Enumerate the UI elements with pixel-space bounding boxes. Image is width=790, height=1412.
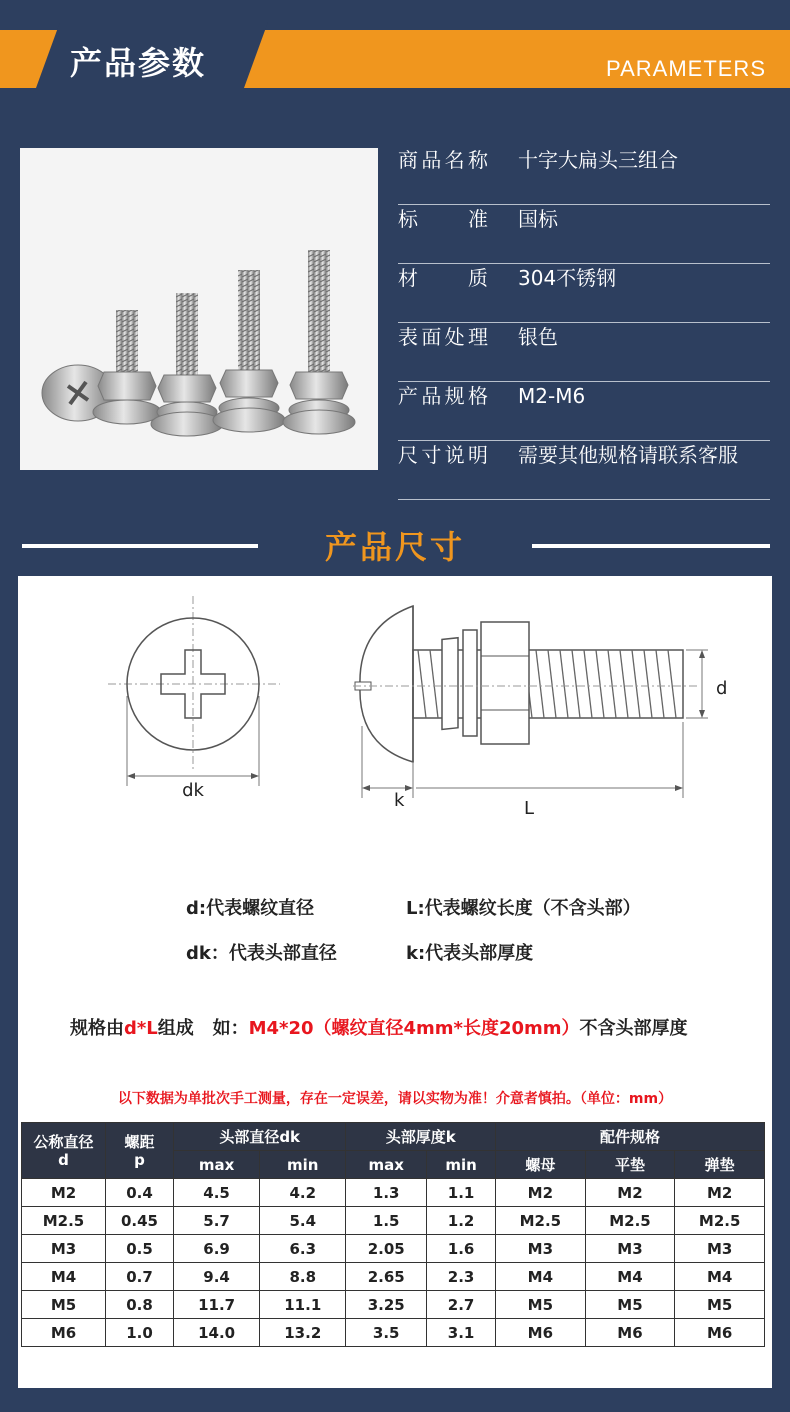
spec-note bbox=[70, 1014, 688, 1040]
table-cell: 3.1 bbox=[427, 1319, 496, 1347]
table-cell: M2 bbox=[675, 1179, 765, 1207]
legend-d: d:代表螺纹直径 bbox=[186, 898, 315, 919]
head-top-view bbox=[108, 596, 280, 786]
table-cell: 5.7 bbox=[174, 1207, 260, 1235]
table-cell: 1.2 bbox=[427, 1207, 496, 1235]
spec-prefix: 规格由 bbox=[70, 1018, 124, 1039]
table-row bbox=[22, 1291, 765, 1319]
size-table-body bbox=[22, 1179, 765, 1347]
size-table bbox=[21, 1122, 765, 1347]
col-k-min: min bbox=[427, 1151, 496, 1179]
parameter-list bbox=[398, 146, 770, 500]
dimension-diagram bbox=[18, 576, 772, 836]
col-nominal-sub: d bbox=[58, 1150, 69, 1169]
table-cell: 2.7 bbox=[427, 1291, 496, 1319]
table-cell: 13.2 bbox=[260, 1319, 346, 1347]
screw-set-illustration bbox=[20, 148, 378, 470]
param-row bbox=[398, 264, 770, 323]
dk-label: dk bbox=[182, 780, 204, 801]
legend-k: k:代表头部厚度 bbox=[406, 943, 534, 964]
col-nominal-label: 公称直径 bbox=[33, 1132, 94, 1151]
table-cell: M5 bbox=[22, 1291, 106, 1319]
l-label: L bbox=[524, 798, 535, 819]
table-cell: M4 bbox=[22, 1263, 106, 1291]
table-cell: M6 bbox=[675, 1319, 765, 1347]
table-cell: M5 bbox=[585, 1291, 675, 1319]
table-row bbox=[22, 1207, 765, 1235]
param-label: 尺寸说明 bbox=[398, 443, 488, 467]
param-value: 十字大扁头三组合 bbox=[518, 148, 678, 172]
table-cell: M2 bbox=[496, 1179, 586, 1207]
header-subtitle: PARAMETERS bbox=[606, 56, 766, 81]
table-cell: M3 bbox=[675, 1235, 765, 1263]
table-cell: 3.5 bbox=[346, 1319, 427, 1347]
table-cell: M4 bbox=[496, 1263, 586, 1291]
table-cell: 14.0 bbox=[174, 1319, 260, 1347]
col-dk-min: min bbox=[260, 1151, 346, 1179]
spec-example: M4*20（螺纹直径4mm*长度20mm） bbox=[248, 1018, 580, 1039]
param-row bbox=[398, 146, 770, 205]
table-cell: M4 bbox=[675, 1263, 765, 1291]
table-cell: M4 bbox=[585, 1263, 675, 1291]
assembly-side-view bbox=[353, 606, 708, 798]
table-cell: M6 bbox=[496, 1319, 586, 1347]
col-pitch-sub: p bbox=[134, 1150, 145, 1169]
table-cell: 1.6 bbox=[427, 1235, 496, 1263]
param-value: 银色 bbox=[518, 325, 558, 349]
dimension-panel bbox=[18, 576, 772, 1388]
table-cell: M5 bbox=[496, 1291, 586, 1319]
table-cell: 8.8 bbox=[260, 1263, 346, 1291]
table-cell: 2.05 bbox=[346, 1235, 427, 1263]
param-value: 304不锈钢 bbox=[518, 266, 617, 290]
legend-l: L:代表螺纹长度（不含头部） bbox=[406, 898, 641, 919]
table-cell: 3.25 bbox=[346, 1291, 427, 1319]
param-label: 商品名称 bbox=[398, 148, 488, 172]
col-parts: 配件规格 bbox=[496, 1123, 765, 1151]
spec-mid: 组成 如： bbox=[157, 1018, 249, 1039]
spec-formula: d*L bbox=[124, 1018, 158, 1039]
col-head-thickness: 头部厚度k bbox=[346, 1123, 496, 1151]
col-dk-max: max bbox=[174, 1151, 260, 1179]
table-cell: M2.5 bbox=[496, 1207, 586, 1235]
table-cell: M2.5 bbox=[22, 1207, 106, 1235]
col-head-diameter: 头部直径dk bbox=[174, 1123, 346, 1151]
table-cell: 4.2 bbox=[260, 1179, 346, 1207]
header-title: 产品参数 bbox=[70, 44, 207, 82]
table-cell: 2.65 bbox=[346, 1263, 427, 1291]
table-cell: M2 bbox=[22, 1179, 106, 1207]
header-banner bbox=[0, 0, 790, 100]
param-value: M2-M6 bbox=[518, 384, 586, 408]
table-cell: 1.5 bbox=[346, 1207, 427, 1235]
table-cell: 11.7 bbox=[174, 1291, 260, 1319]
table-cell: M2.5 bbox=[675, 1207, 765, 1235]
col-k-max: max bbox=[346, 1151, 427, 1179]
table-row bbox=[22, 1235, 765, 1263]
param-label: 材质 bbox=[398, 266, 488, 290]
d-label: d bbox=[716, 678, 728, 699]
param-value: 国标 bbox=[518, 207, 558, 231]
measurement-disclaimer: 以下数据为单批次手工测量，存在一定误差，请以实物为准！介意者慎拍。（单位：mm） bbox=[117, 1091, 673, 1107]
table-cell: 6.3 bbox=[260, 1235, 346, 1263]
table-cell: M6 bbox=[22, 1319, 106, 1347]
param-row bbox=[398, 323, 770, 382]
table-cell: 6.9 bbox=[174, 1235, 260, 1263]
param-row bbox=[398, 205, 770, 264]
col-flat-washer: 平垫 bbox=[585, 1151, 675, 1179]
table-cell: 1.0 bbox=[106, 1319, 174, 1347]
table-cell: M3 bbox=[496, 1235, 586, 1263]
table-cell: M5 bbox=[675, 1291, 765, 1319]
product-photo bbox=[20, 148, 378, 470]
param-row bbox=[398, 382, 770, 441]
table-cell: 0.7 bbox=[106, 1263, 174, 1291]
col-spring-washer: 弹垫 bbox=[675, 1151, 765, 1179]
col-pitch bbox=[106, 1123, 174, 1179]
k-label: k bbox=[394, 790, 405, 811]
param-label: 表面处理 bbox=[398, 325, 488, 349]
table-cell: M2.5 bbox=[585, 1207, 675, 1235]
table-cell: 9.4 bbox=[174, 1263, 260, 1291]
table-cell: 4.5 bbox=[174, 1179, 260, 1207]
table-cell: M2 bbox=[585, 1179, 675, 1207]
param-label: 标准 bbox=[398, 207, 488, 231]
table-cell: 1.1 bbox=[427, 1179, 496, 1207]
table-cell: 2.3 bbox=[427, 1263, 496, 1291]
table-cell: 0.4 bbox=[106, 1179, 174, 1207]
table-cell: 0.45 bbox=[106, 1207, 174, 1235]
table-cell: 1.3 bbox=[346, 1179, 427, 1207]
table-cell: M3 bbox=[585, 1235, 675, 1263]
table-cell: 0.5 bbox=[106, 1235, 174, 1263]
table-cell: M3 bbox=[22, 1235, 106, 1263]
param-value: 需要其他规格请联系客服 bbox=[518, 443, 738, 467]
table-cell: 0.8 bbox=[106, 1291, 174, 1319]
table-row bbox=[22, 1263, 765, 1291]
col-nut: 螺母 bbox=[496, 1151, 586, 1179]
table-row bbox=[22, 1319, 765, 1347]
table-cell: 11.1 bbox=[260, 1291, 346, 1319]
spec-suffix: 不含头部厚度 bbox=[579, 1018, 688, 1039]
col-pitch-label: 螺距 bbox=[124, 1132, 155, 1151]
section-title: 产品尺寸 bbox=[324, 528, 465, 566]
table-row bbox=[22, 1179, 765, 1207]
table-cell: 5.4 bbox=[260, 1207, 346, 1235]
col-nominal bbox=[22, 1123, 106, 1179]
param-row bbox=[398, 441, 770, 500]
param-label: 产品规格 bbox=[398, 384, 488, 408]
table-cell: M6 bbox=[585, 1319, 675, 1347]
legend-dk: dk：代表头部直径 bbox=[186, 943, 337, 964]
